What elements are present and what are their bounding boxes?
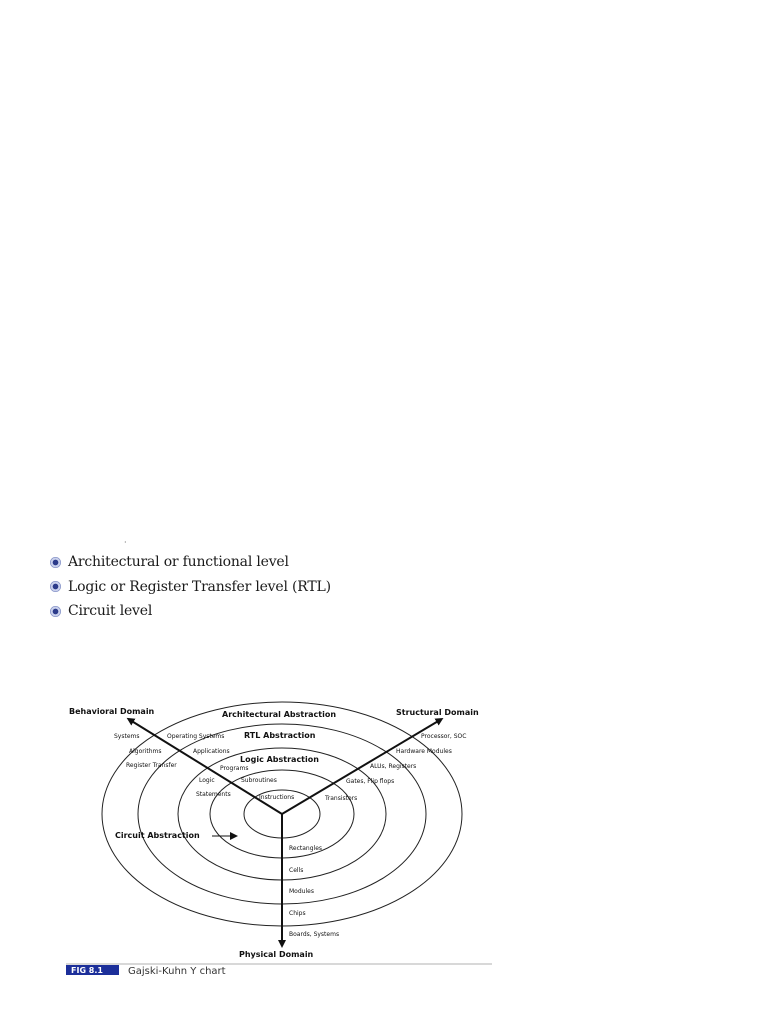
physical-item-boards-systems: Boards, Systems xyxy=(289,931,340,938)
structural-item-processor-soc: Processor, SOC xyxy=(421,733,467,740)
physical-item-cells: Cells xyxy=(289,867,304,874)
architectural-abstraction-label: Architectural Abstraction xyxy=(222,710,337,719)
behavioral-item-systems: Systems xyxy=(114,733,140,740)
behavioral-item-statements: Statements xyxy=(196,791,231,798)
bullet-text: Circuit level xyxy=(68,603,153,620)
logic-abstraction-label: Logic Abstraction xyxy=(240,755,319,764)
physical-item-chips: Chips xyxy=(289,910,306,917)
behavioral-item-register-transfer: Register Transfer xyxy=(126,762,177,769)
behavioral-item-logic: Logic xyxy=(199,777,215,784)
physical-domain-label: Physical Domain xyxy=(239,950,314,959)
structural-item-transistors: Transistors xyxy=(325,795,358,802)
bullet-text: Architectural or functional level xyxy=(68,554,289,571)
behavioral-item-algorithms: Algorithms xyxy=(129,748,162,755)
behavioral-item-programs: Programs xyxy=(220,765,249,772)
structural-item-hardware-modules: Hardware Modules xyxy=(396,748,452,755)
figure-badge-label: FIG 8.1 xyxy=(71,966,103,975)
rtl-abstraction-label: RTL Abstraction xyxy=(244,731,316,740)
behavioral-item-applications: Applications xyxy=(193,748,230,755)
structural-item-alus-registers: ALUs, Registers xyxy=(370,763,417,770)
behavioral-item-operating-systems: Operating Systems xyxy=(167,733,225,740)
behavioral-item-instructions: Instructions xyxy=(259,794,295,801)
behavioral-domain-label: Behavioral Domain xyxy=(69,707,155,716)
figure-caption: Gajski-Kuhn Y chart xyxy=(128,966,226,977)
structural-domain-label: Structural Domain xyxy=(396,708,479,717)
circuit-abstraction-label: Circuit Abstraction xyxy=(115,831,200,840)
behavioral-item-subroutines: Subroutines xyxy=(241,777,277,784)
structural-item-gates-flip-flops: Gates, Flip flops xyxy=(346,778,395,785)
bullet-text: Logic or Register Transfer level (RTL) xyxy=(68,578,331,595)
physical-item-rectangles: Rectangles xyxy=(289,845,323,852)
stray-mark: · xyxy=(124,538,127,547)
physical-item-modules: Modules xyxy=(289,888,314,895)
